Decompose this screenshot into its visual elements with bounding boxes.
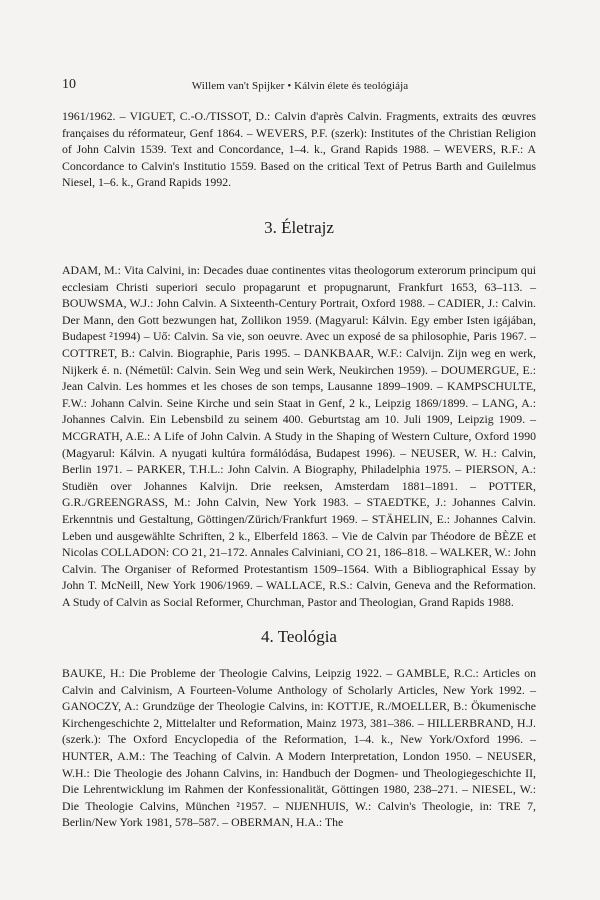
eletrajz-paragraph: ADAM, M.: Vita Calvini, in: Decades duae continentes vitas theologorum exterorum principum qui ecclesiam Christi superiori seculo propagarunt et propugnarunt, Frankfurt 1653, 63–113. – BOUWSMA, W.J.: John Calvin. A Sixteenth-Century Portrait, Oxford 1988. – CADIER, J.: Calvin. Der Mann, den Gott bezwungen hat, Zollikon 1959. (Magyarul: Kálvin. Egy ember Isten igájában, Budapest ²1994) – Uő: Calvin. Sa vie, son oeuvre. Avec un exposé de sa philosophie, Paris 1967. – COTTRET, B.: Calvin. Biographie, Paris 1995. – DANKBAAR, W.F.: Calvijn. Zijn weg en werk, Nijkerk é. n. (Németül: Calvin. Sein Weg und sein Werk, Neukirchen 1959). – DOUMERGUE, E.: Jean Calvin. Les hommes et les choses de son temps, Lausanne 1899–1909. – KAMPSCHULTE, F.W.: Johann Calvin. Seine Kirche und sein Staat in Genf, 2 k., Leipzig 1869/1899. – LANG, A.: Johannes Calvin. Ein Lebensbild zu seinem 400. Geburtstag am 10. Juli 1909, Leipzig 1909. – MCGRATH, A.E.: A Life of John Calvin. A Study in the Shaping of Western Culture, Oxford 1990 (Magyarul: Kálvin. A nyugati kultúra formálódása, Budapest 1996). – NEUSER, W. H.: Calvin, Berlin 1971. – PARKER, T.H.L.: John Calvin. A Biography, Philadelphia 1975. – PIERSON, A.: Studiën over Johannes Kalvijn. Drie reeksen, Amsterdam 1881–1891. – POTTER, G.R./GREENGRASS, M.: John Calvin, New York 1983. – STAEDTKE, J.: Johannes Calvin. Erkenntnis und Gestaltung, Göttingen/Zürich/Frankfurt 1969. – STÄHELIN, E.: Johannes Calvin. Leben und ausgewählte Schriften, 2 k., Elberfeld 1863. – Vie de Calvin par Théodore de BÈZE et Nicolas COLLADON: CO 21, 21–172. Annales Calviniani, CO 21, 186–818. – WALKER, W.: John Calvin. The Organiser of Reformed Protestantism 1509–1564. With a Bibliographical Essay by John T. McNeill, New York 1906/1969. – WALLACE, R.S.: Calvin, Geneva and the Reformation. A Study of Calvin as Social Reformer, Churchman, Pastor and Theologian, Grand Rapids 1988.	[62, 263, 536, 609]
teologia-paragraph: BAUKE, H.: Die Probleme der Theologie Calvins, Leipzig 1922. – GAMBLE, R.C.: Articles on Calvin and Calvinism, A Fourteen-Volume Anthology of Scholarly Articles, New York 1992. – GANOCZY, A.: Grundzüge der Theologie Calvins, in: KOTTJE, R./MOELLER, B.: Ökumenische Kirchengeschichte 2, Mittelalter und Reformation, Mainz 1973, 381–386. – HILLERBRAND, H.J. (szerk.): The Oxford Encyclopedia of the Reformation, 1–4. k., New York/Oxford 1996. – HUNTER, A.M.: The Teaching of Calvin. A Modern Interpretation, London 1950. – NEUSER, W.H.: Die Theologie des Johann Calvins, in: Handbuch der Dogmen- und Theologiegeschichte II, Die Lehrentwicklung im Rahmen der Konfessionalität, Göttingen 1980, 238–271. – NIESEL, W.: Die Theologie Calvins, München ²1957. – NIJENHUIS, W.: Calvin's Theologie, in: TRE 7, Berlin/New York 1981, 578–587. – OBERMAN, H.A.: The	[62, 666, 536, 830]
bibliography-continuation	[62, 108, 536, 191]
section-teologia-bibliography	[62, 665, 536, 831]
section-heading-teologia: 4. Teológia	[261, 627, 337, 646]
intro-paragraph: 1961/1962. – VIGUET, C.-O./TISSOT, D.: Calvin d'après Calvin. Fragments, extraits des œuvres françaises du réformateur, Genf 1864. – WEVERS, P.F. (szerk): Institutes of the Christian Religion of John Calvin 1539. Text and Concordance, 1–4. k., Grand Rapids 1988. – WEVERS, R.F.: A Concordance to Calvin's Institutio 1559. Based on the critical Text of Petrus Barth and Guilelmus Niesel, 1–6. k., Grand Rapids 1992.	[62, 109, 536, 190]
running-title: Willem van't Spijker • Kálvin élete és teológiája	[191, 80, 409, 92]
section-eletrajz-bibliography	[62, 262, 536, 610]
section-heading-eletrajz: 3. Életrajz	[264, 218, 334, 237]
page-number: 10	[62, 77, 76, 92]
